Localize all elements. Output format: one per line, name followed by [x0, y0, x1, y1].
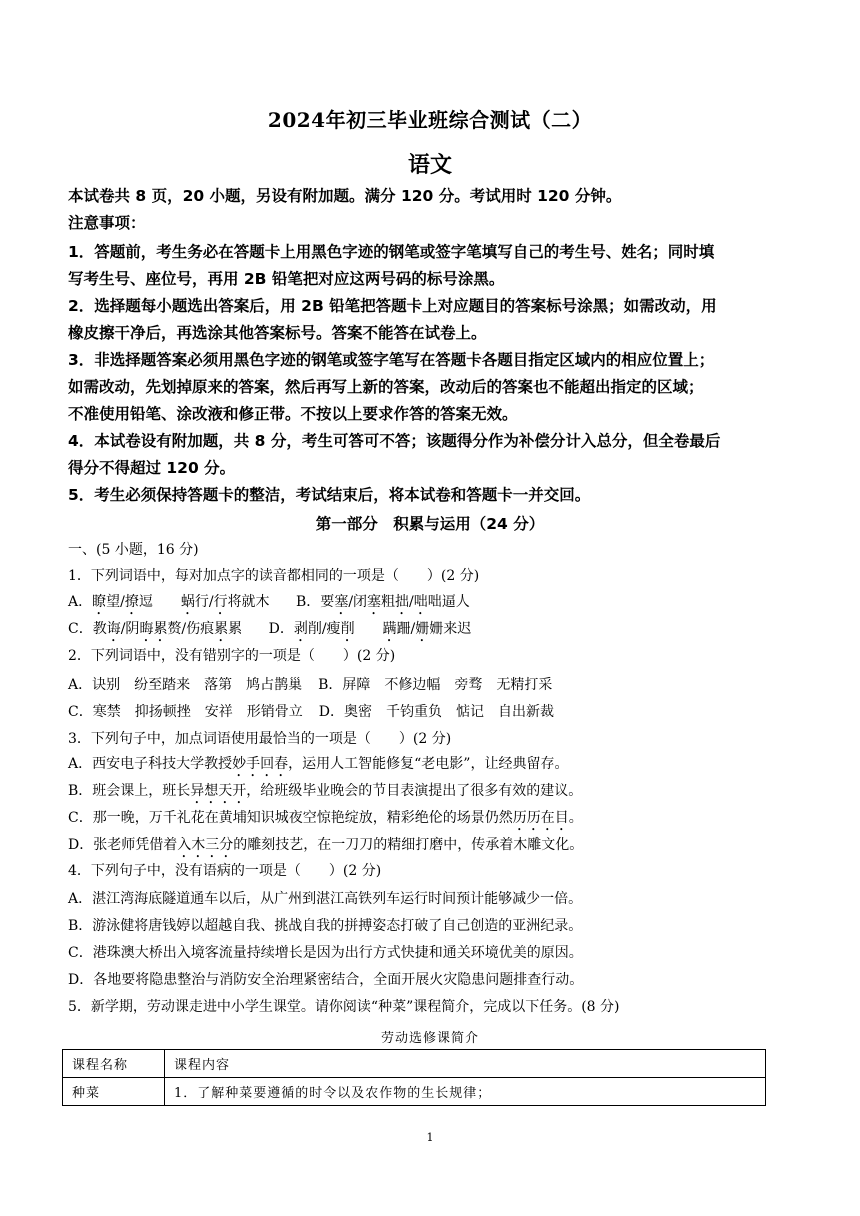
- dotted-char: 姗: [415, 621, 430, 637]
- notice-line: 3．非选择题答案必须用黑色字迹的钢笔或签字笔写在答题卡各题目指定区域内的相应位置上；: [68, 351, 715, 369]
- dotted-char: 蹒: [382, 621, 397, 637]
- option-c: [68, 808, 583, 834]
- option-b: [68, 781, 582, 807]
- notice-line: 1．答题前，考生务必在答题卡上用黑色字迹的钢笔或签字笔填写自己的考生号、姓名；同时填: [68, 243, 715, 261]
- table-row: [63, 1078, 766, 1106]
- text: B．班会课上，班长: [68, 783, 191, 799]
- option-b: [296, 592, 470, 618]
- notice-line: 不准使用铅笔、涂改液和修正带。不按以上要求作答的答案无效。: [68, 405, 518, 423]
- notice-line: 橡皮擦干净后，再选涂其他答案标号。答案不能答在试卷上。: [68, 324, 487, 342]
- text: 逗: [138, 594, 181, 610]
- option-c: C．港珠澳大桥出入境客流量持续增长是因为出行方式快捷和通关环境优美的原因。: [68, 945, 583, 961]
- notice-line: 5．考生必须保持答题卡的整洁，考试结束后，将本试卷和答题卡一并交回。: [68, 486, 591, 504]
- option-d: [68, 835, 583, 861]
- dotted-char: 累: [214, 621, 229, 637]
- text: 的雕刻技艺，在一刀刀的精细打磨中，传承着木雕文化。: [233, 837, 584, 853]
- dotted-char: 塞: [367, 594, 382, 610]
- text: 咄逼人: [427, 594, 470, 610]
- text: 行/: [194, 594, 214, 610]
- question-2-stem: 2．下列词语中，没有错别字的一项是（ ）(2 分): [68, 648, 396, 664]
- question-1-options-row: [68, 619, 471, 645]
- notice-line: 得分不得超过 120 分。: [68, 459, 236, 477]
- question-2-options-row: [68, 702, 554, 722]
- dotted-char: 累: [153, 621, 168, 637]
- text: /阴: [120, 621, 140, 637]
- dotted-char: 行: [213, 594, 228, 610]
- option-b: B．游泳健将唐钱婷以超越自我、挑战自我的拼搏姿态打破了自己创造的亚洲纪录。: [68, 918, 583, 934]
- option-d: D．各地要将隐患整治与消防安全治理紧密结合，全面开展火灾隐患问题排查行动。: [68, 972, 584, 988]
- option-a: [68, 592, 270, 618]
- text: D．张老师凭借着: [68, 837, 178, 853]
- option-d: D．奥密 千钧重负 惦记 自出新裁: [318, 704, 554, 720]
- text: B．要: [296, 594, 335, 610]
- text: /: [409, 594, 414, 610]
- exam-intro: 本试卷共 8 页，20 小题，另设有附加题。满分 120 分。考试用时 120 分钟。: [68, 187, 622, 205]
- dotted-char: 拙: [395, 594, 410, 610]
- dotted-phrase: 入木三分: [177, 837, 234, 853]
- dotted-phrase: 妙手回春: [232, 756, 289, 772]
- dotted-char: 咄: [413, 594, 428, 610]
- question-1-stem: 1．下列词语中，每对加点字的读音都相同的一项是（ ）(2 分): [68, 568, 480, 584]
- table-cell: 种菜: [63, 1078, 165, 1106]
- column-header: 课程内容: [165, 1050, 766, 1078]
- option-a: A．诀别 纷至踏来 落第 鸠占鹊巢: [68, 677, 303, 693]
- text: D．: [268, 621, 294, 637]
- question-5-stem: 5．新学期，劳动课走进中小学生课堂。请你阅读“种菜”课程简介，完成以下任务。(8 分): [68, 999, 620, 1015]
- text: 。: [568, 810, 583, 826]
- text: A．: [68, 594, 93, 610]
- text: 姗来迟: [429, 621, 472, 637]
- option-a: [68, 754, 568, 780]
- text: 将就木: [227, 594, 270, 610]
- table-caption: 劳动选修课简介: [380, 1031, 479, 1046]
- dotted-char: 晦: [139, 621, 154, 637]
- column-header: 课程名称: [63, 1050, 165, 1078]
- notice-line: 2．选择题每小题选出答案后，用 2B 铅笔把答题卡上对应题目的答案标号涂黑；如需改动，用: [68, 297, 717, 315]
- notice-line: 如需改动，先划掉原来的答案，然后再写上新的答案，改动后的答案也不能超出指定的区域；: [68, 378, 704, 396]
- dotted-char: 蜗: [180, 594, 195, 610]
- text: 粗: [381, 594, 396, 610]
- option-c: [68, 619, 242, 645]
- table-header-row: [63, 1050, 766, 1078]
- dotted-char: 瞭: [92, 594, 107, 610]
- text: [355, 621, 383, 637]
- question-3-stem: 3．下列句子中，加点词语使用最恰当的一项是（ ）(2 分): [68, 731, 452, 747]
- dotted-phrase: 异想天开: [190, 783, 247, 799]
- text: C．那一晚，万千礼花在黄埔知识城夜空惊艳绽放，精彩绝伦的场景仍然: [68, 810, 513, 826]
- notice-heading: 注意事项：: [68, 214, 146, 232]
- text: 望/: [106, 594, 125, 610]
- option-b: B．屏障 不修边幅 旁骛 无精打采: [318, 677, 553, 693]
- text: A．西安电子科技大学教授: [68, 756, 233, 772]
- option-c: C．寒禁 抑扬顿挫 安祥 形销骨立: [68, 704, 303, 720]
- text: ，给班级毕业晚会的节目表演提出了很多有效的建议。: [246, 783, 583, 799]
- dotted-char: 塞: [334, 594, 349, 610]
- notice-line: 4．本试卷设有附加题，共 8 分，考生可答可不答；该题得分作为补偿分计入总分，但全卷最后: [68, 432, 721, 450]
- question-4-stem: 4．下列句子中，没有语病的一项是（ ）(2 分): [68, 863, 382, 879]
- dotted-char: 撩: [124, 594, 139, 610]
- dotted-phrase: 历历在目: [512, 810, 569, 826]
- dotted-char: 削: [340, 621, 355, 637]
- text: C．教: [68, 621, 107, 637]
- option-a: A．湛江湾海底隧道通车以后，从广州到湛江高铁列车运行时间预计能够减少一倍。: [68, 891, 583, 907]
- text: 赘/伤痕: [167, 621, 215, 637]
- text: ，运用人工智能修复“老电影”，让经典留存。: [288, 756, 569, 772]
- part-heading: 第一部分 积累与运用（24 分）: [315, 515, 545, 533]
- exam-title: 2024年初三毕业班综合测试（二）: [267, 108, 593, 132]
- text: 累: [228, 621, 243, 637]
- course-table: [62, 1049, 766, 1106]
- subject-title: 语文: [407, 153, 452, 178]
- dotted-char: 诲: [106, 621, 121, 637]
- text: 跚/: [396, 621, 416, 637]
- table-cell: 1．了解种菜要遵循的时令以及农作物的生长规律；: [165, 1078, 766, 1106]
- option-d: [269, 619, 472, 645]
- question-1-options-row: [68, 592, 470, 618]
- text: /闭: [348, 594, 368, 610]
- page-number: 1: [426, 1131, 434, 1144]
- text: 削/瘦: [307, 621, 341, 637]
- notice-line: 写考生号、座位号，再用 2B 铅笔把对应这两号码的标号涂黑。: [68, 270, 505, 288]
- section-heading: 一、(5 小题，16 分): [68, 542, 199, 558]
- question-2-options-row: [68, 675, 552, 695]
- dotted-char: 剥: [293, 621, 308, 637]
